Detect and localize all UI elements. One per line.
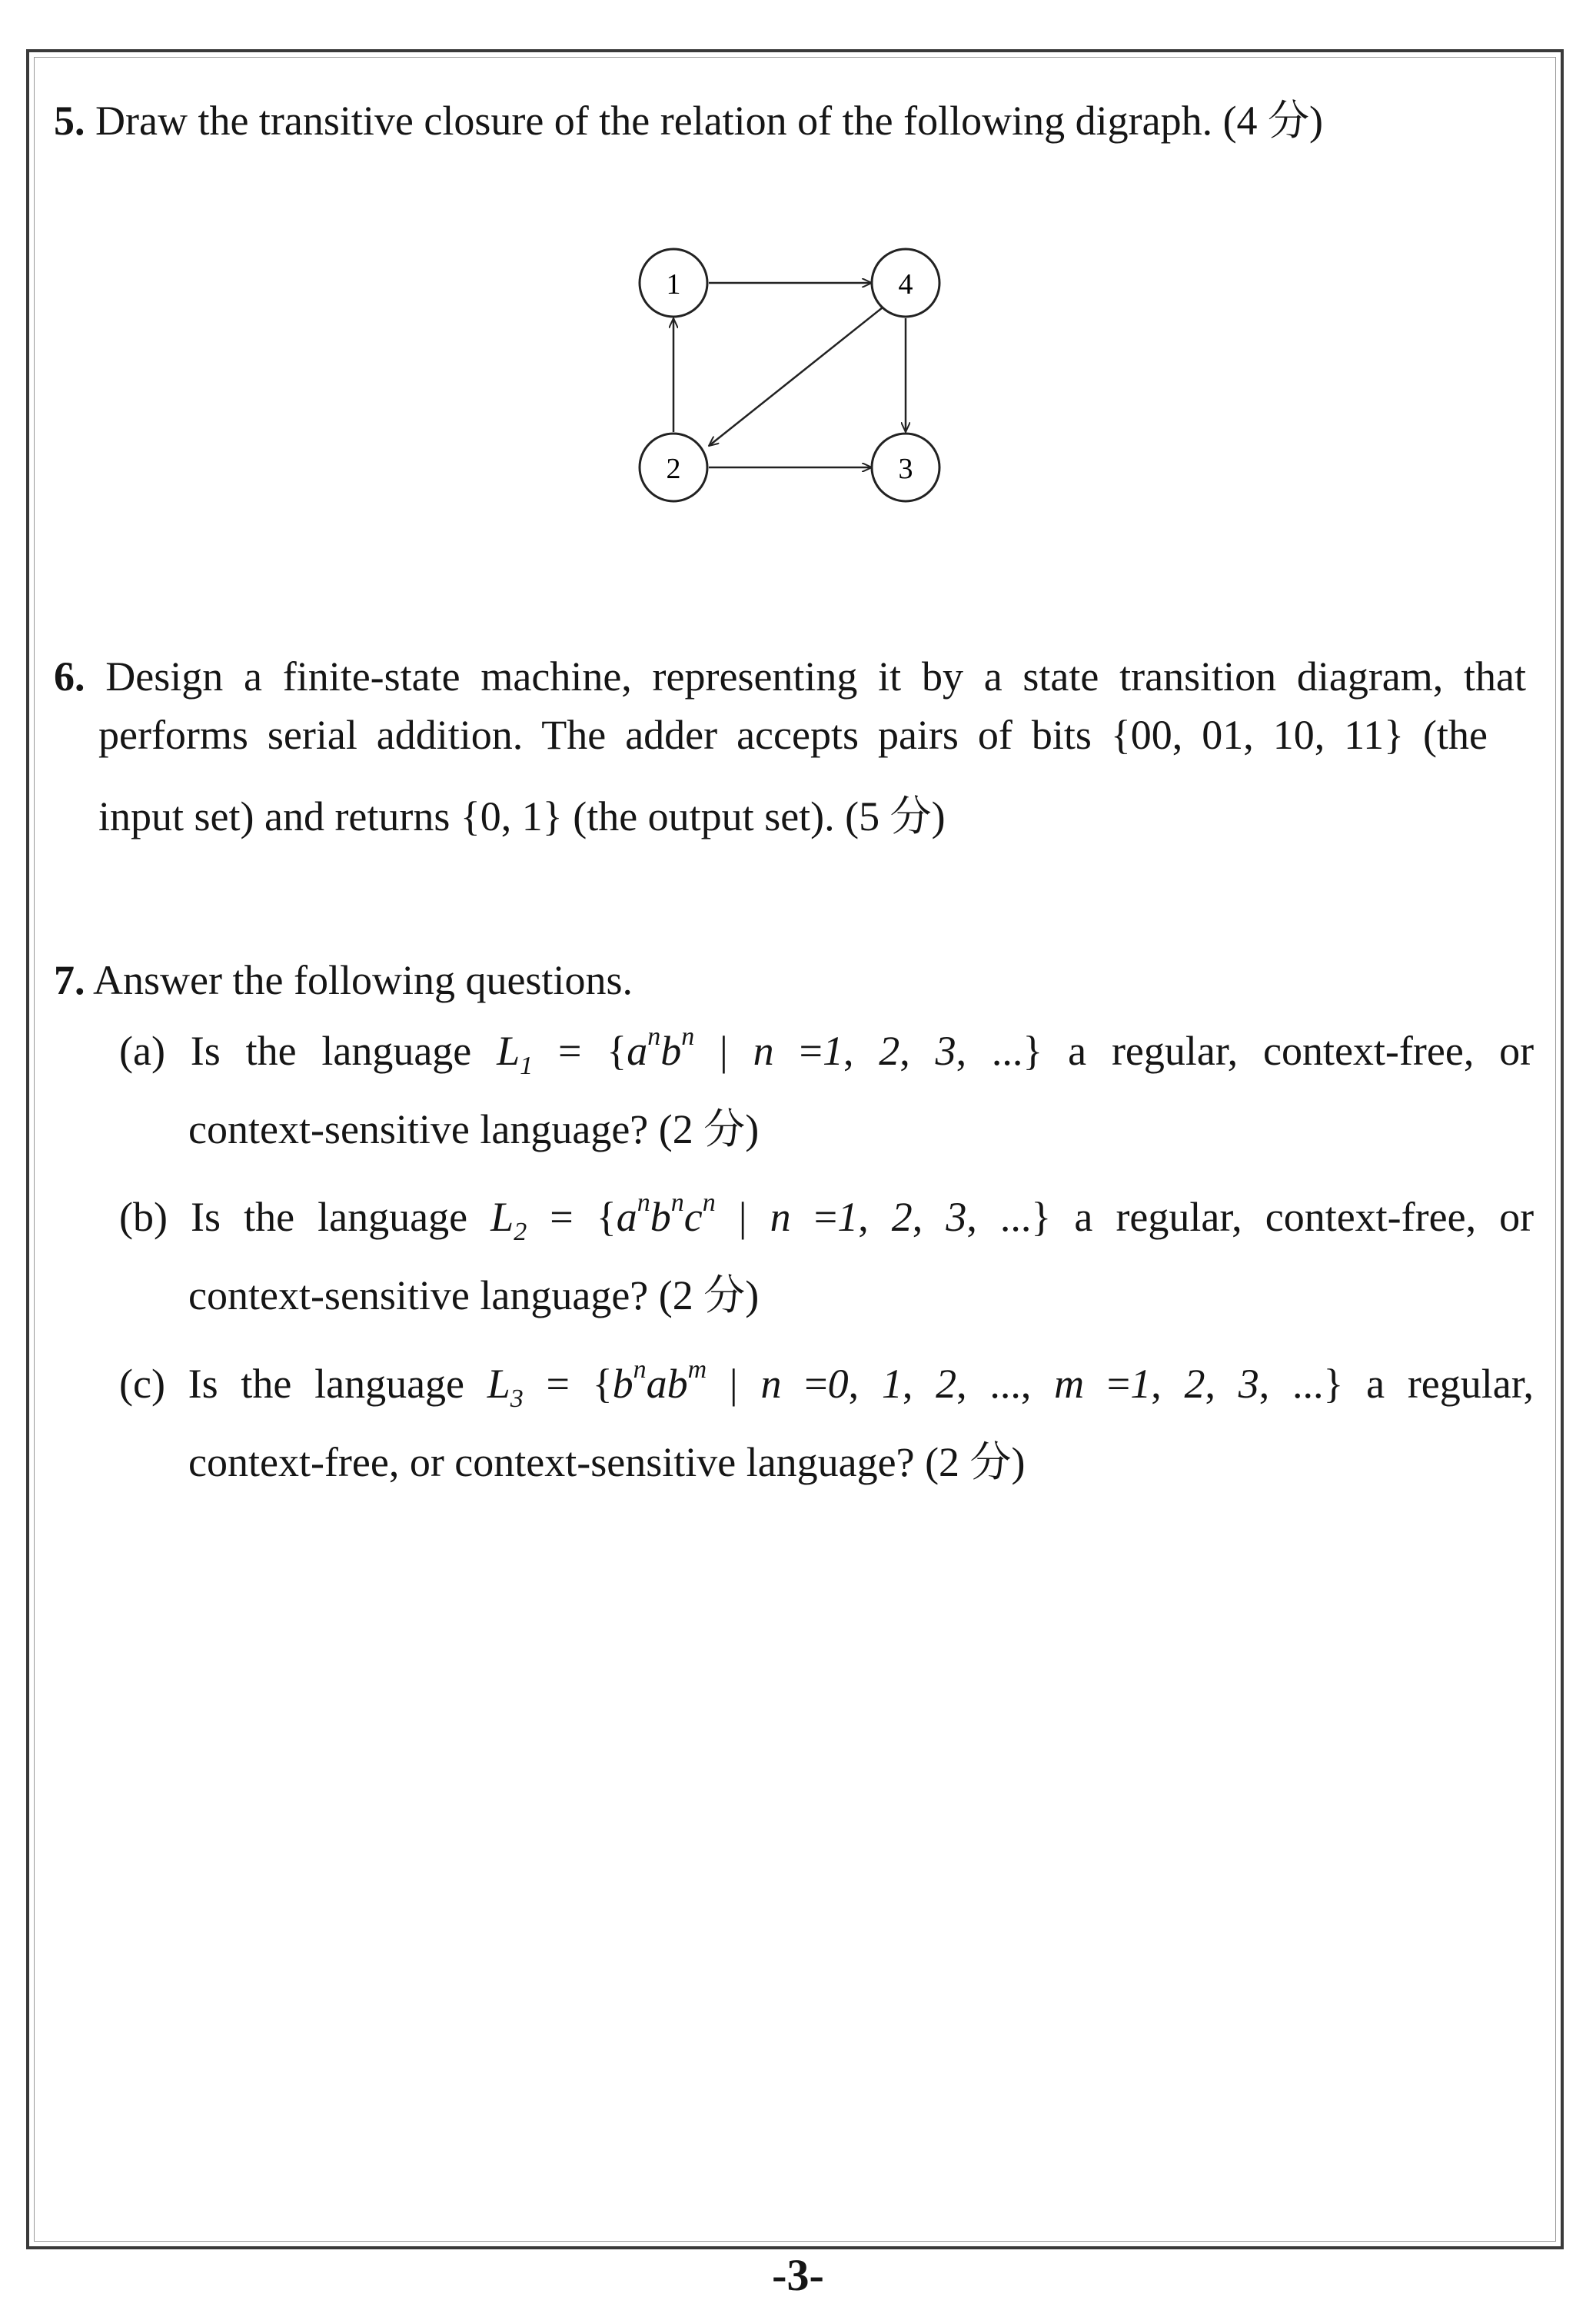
q7b-line-2 [188,1271,759,1320]
q7a-line-1: (a) Is the language $L_1 = \{a^nb^n$ | n =1, 2, 3, ...} a regular, context-free, or [119,1022,1534,1080]
q5-number: 5. [54,98,85,144]
q7c-lang-name: $L_3$ [487,1361,524,1413]
node-3 [872,434,939,501]
q6-line-3 [98,792,946,841]
q7c-lead: Is the language [188,1361,464,1407]
q7a-set: {$a^nb^n$ | n =1, 2, 3, ...} [607,1022,1043,1074]
q7a-tail: a regular, context-free, or [1068,1028,1534,1074]
q7b-line2-text: context-sensitive language? [188,1272,649,1318]
q7c-set: {$b^nab^m$ | n =0, 1, 2, ..., m =1, 2, 3, ...} [592,1355,1344,1407]
node-1-label: 1 [666,268,681,301]
q7b-set: {$a^nb^nc^n$ | n =1, 2, 3, ...} [596,1188,1052,1240]
q7-text: Answer the following questions. [93,957,633,1003]
page-number: -3- [772,2250,824,2300]
node-4-label: 4 [898,268,913,301]
q6-score: (5 分) [845,793,946,839]
q7c-tail: a regular, [1366,1361,1534,1407]
q7a-line-2 [188,1105,759,1154]
q7a-lead: Is the language [190,1028,472,1074]
node-3-label: 3 [898,453,913,485]
q7a-score: (2 分) [658,1106,760,1152]
q6-number: 6. [54,653,85,700]
q7c-line-1: (c) Is the language $L_3 = \{b^nab^m$ | n =0, 1, 2, ..., m =1, 2, 3, ...} a regular, [119,1355,1534,1413]
q7-line [54,956,633,1005]
q7c-line-2 [188,1438,1026,1487]
q6-line-2: performs serial addition. The adder accepts pairs of bits {00, 01, 10, 11} (the [98,712,1488,758]
q7a-line2-text: context-sensitive language? [188,1106,649,1152]
q7b-tail: a regular, context-free, or [1074,1194,1534,1240]
q7b-label: (b) [119,1194,168,1240]
q6-line-1 [54,652,1526,701]
q5-text: Draw the transitive closure of the relation of the following digraph. [95,98,1213,144]
q7a-label: (a) [119,1028,165,1074]
q5-score: (4 分) [1222,98,1324,144]
q7c-score: (2 分) [925,1439,1026,1485]
q6-text-1: Design a finite-state machine, representing it by a state transition diagram, that [105,653,1527,700]
node-2 [640,434,707,501]
q7b-line-1: (b) Is the language $L_2 = \{a^nb^nc^n$ | n =1, 2, 3, ...} a regular, context-free, or [119,1188,1534,1246]
q7b-lang-name: $L_2$ [490,1194,527,1246]
node-4 [872,249,939,317]
q7b-score: (2 分) [658,1272,760,1318]
node-2-label: 2 [666,453,681,485]
q5-line [54,96,1323,145]
q6-text-3: input set) and returns {0, 1} (the output set). [98,793,835,839]
q7-number: 7. [54,957,85,1003]
edge-4-2 [709,307,883,446]
q7b-lead: Is the language [191,1194,468,1240]
q5-digraph [615,238,969,523]
q7c-label: (c) [119,1361,165,1407]
q7a-lang-name: $L_1$ [497,1028,534,1080]
q7c-line2-text: context-free, or context-sensitive language? [188,1439,915,1485]
node-1 [640,249,707,317]
